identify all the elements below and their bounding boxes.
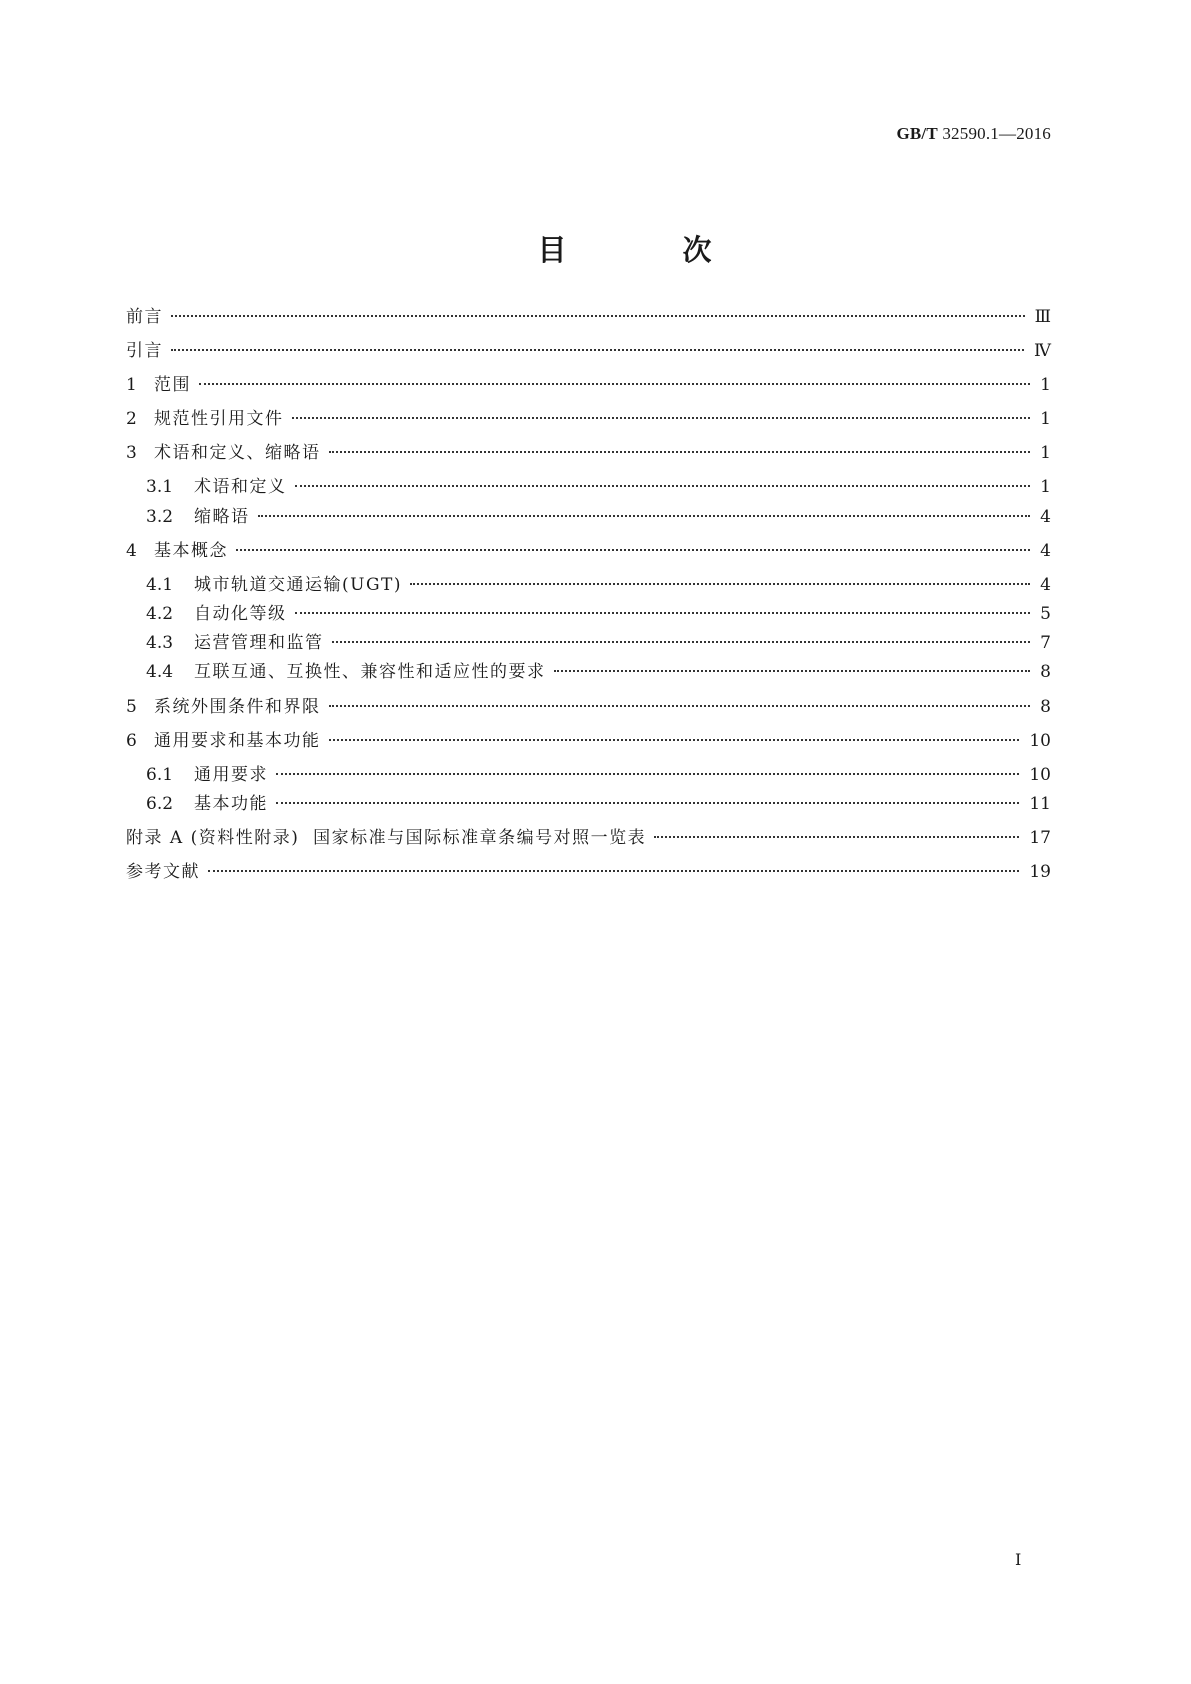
toc-dot-leader [171, 349, 1024, 351]
page-number: I [1015, 1550, 1022, 1569]
toc-dot-leader [292, 417, 1031, 419]
toc-entry[interactable] [126, 408, 1051, 430]
toc-dot-leader [276, 773, 1019, 775]
toc-entry-title: 自动化等级 [194, 604, 287, 624]
toc-entry-page: 5 [1040, 604, 1051, 624]
toc-entry-page: 1 [1040, 409, 1051, 429]
toc-entry-page: 4 [1040, 507, 1051, 527]
toc-entry-page: Ⅳ [1034, 341, 1051, 361]
toc-dot-leader [329, 739, 1020, 741]
toc-dot-leader [236, 549, 1030, 551]
toc-dot-leader [208, 870, 1019, 872]
toc-entry[interactable] [126, 696, 1051, 718]
toc-entry-page: 10 [1029, 765, 1051, 785]
toc-entry-number: 3.1 [146, 477, 174, 497]
toc-entry[interactable] [146, 574, 1051, 596]
toc-entry[interactable] [146, 764, 1051, 786]
toc-entry[interactable] [126, 306, 1051, 328]
toc-entry-number: 4.1 [146, 575, 174, 595]
toc-entry-number: 4.3 [146, 633, 174, 653]
toc-entry[interactable] [126, 442, 1051, 464]
toc-entry-title: 术语和定义、缩略语 [154, 443, 321, 463]
standard-code [896, 124, 1051, 144]
toc-entry-number: 1 [126, 375, 137, 395]
toc-dot-leader [554, 670, 1031, 672]
toc-entry-title: 基本功能 [194, 794, 268, 814]
toc-dot-leader [332, 641, 1031, 643]
toc-entry-title: 引言 [126, 341, 163, 361]
toc-dot-leader [295, 485, 1031, 487]
toc-dot-leader [295, 612, 1031, 614]
toc-entry-page: 17 [1029, 828, 1051, 848]
toc-entry[interactable] [126, 730, 1051, 752]
toc-entry-page: 8 [1040, 662, 1051, 682]
toc-entry-page: 4 [1040, 575, 1051, 595]
toc-entry[interactable] [126, 340, 1051, 362]
toc-entry-title: 运营管理和监管 [194, 633, 324, 653]
toc-entry-number: 2 [126, 409, 137, 429]
toc-entry-title: 系统外围条件和界限 [154, 697, 321, 717]
toc-entry[interactable] [146, 661, 1051, 683]
toc-entry-page: 1 [1040, 443, 1051, 463]
toc-entry-title: 缩略语 [194, 507, 250, 527]
standard-code-prefix: GB/T [896, 124, 938, 143]
toc-entry-page: 10 [1029, 731, 1051, 751]
toc-dot-leader [654, 836, 1019, 838]
toc-entry-title: 基本概念 [154, 541, 228, 561]
toc-entry-page: Ⅲ [1034, 307, 1051, 327]
toc-entry-page: 19 [1029, 862, 1051, 882]
toc-dot-leader [199, 383, 1030, 385]
toc-entry-title: 附录 A (资料性附录) 国家标准与国际标准章条编号对照一览表 [126, 828, 647, 848]
toc-entry[interactable] [126, 374, 1051, 396]
toc-entry-page: 11 [1029, 794, 1051, 814]
toc-entry[interactable] [146, 506, 1051, 528]
toc-entry-page: 1 [1040, 477, 1051, 497]
toc-entry-number: 6.1 [146, 765, 174, 785]
toc-dot-leader [171, 315, 1025, 317]
toc-dot-leader [258, 515, 1031, 517]
toc-entry[interactable] [146, 793, 1051, 815]
toc-entry-title: 通用要求 [194, 765, 268, 785]
toc-entry-number: 4 [126, 541, 137, 561]
toc-dot-leader [329, 451, 1031, 453]
toc-entry-number: 6 [126, 731, 137, 751]
toc-entry-title: 通用要求和基本功能 [154, 731, 321, 751]
toc-entry[interactable] [126, 540, 1051, 562]
toc-entry-page: 7 [1040, 633, 1051, 653]
toc-dot-leader [276, 802, 1019, 804]
toc-entry[interactable] [126, 827, 1051, 849]
toc-entry-title: 参考文献 [126, 862, 200, 882]
toc-entry-page: 1 [1040, 375, 1051, 395]
toc-entry-title: 术语和定义 [194, 477, 287, 497]
toc-entry-page: 8 [1040, 697, 1051, 717]
toc-title [0, 228, 1191, 269]
toc-entry[interactable] [146, 632, 1051, 654]
toc-entry-number: 4.2 [146, 604, 174, 624]
toc-dot-leader [410, 583, 1030, 585]
toc-dot-leader [329, 705, 1031, 707]
toc-entry-number: 3 [126, 443, 137, 463]
toc-entry-title: 城市轨道交通运输(UGT) [194, 575, 403, 595]
toc-entry-title: 互联互通、互换性、兼容性和适应性的要求 [194, 662, 546, 682]
toc-entry-number: 6.2 [146, 794, 174, 814]
toc-entry-title: 规范性引用文件 [154, 409, 284, 429]
toc-entry-page: 4 [1040, 541, 1051, 561]
toc-title-char: 次 [682, 233, 770, 267]
toc-entry-number: 4.4 [146, 662, 174, 682]
standard-code-number: 32590.1—2016 [937, 124, 1051, 143]
toc-entry-number: 3.2 [146, 507, 174, 527]
toc-entry-title: 范围 [154, 375, 191, 395]
toc-entry[interactable] [146, 476, 1051, 498]
toc-entry[interactable] [126, 861, 1051, 883]
toc-entry-number: 5 [126, 697, 137, 717]
toc-title-char: 目 [537, 233, 625, 267]
toc-entry[interactable] [146, 603, 1051, 625]
toc-entry-title: 前言 [126, 307, 163, 327]
